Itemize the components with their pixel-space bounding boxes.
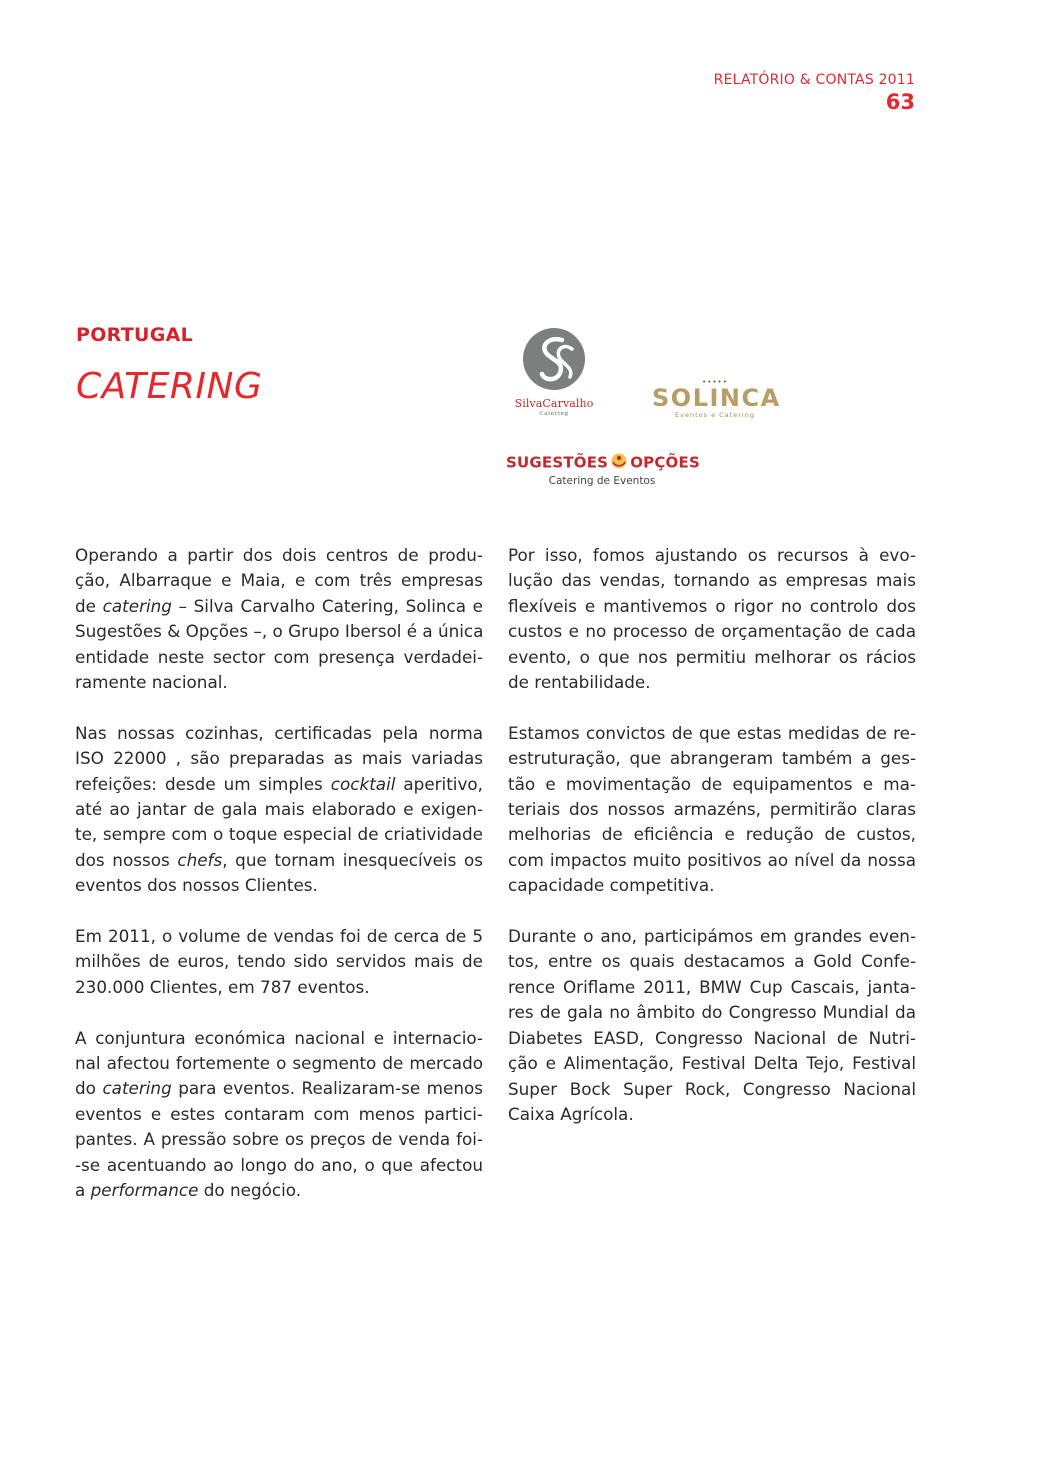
text-line: capacidade competitiva. [508,875,715,896]
sugestoes-opcoes-name [506,452,698,474]
text-line: a performance do negócio. [75,1180,302,1201]
text-line: custos e no processo de orçamentação de cada [508,621,916,642]
right-paragraph-3 [508,924,916,1127]
text-line: eventos dos nossos Clientes. [75,875,318,896]
text-line: milhões de euros, tendo sido servidos mais de [75,951,483,972]
text-line: tão e movimentação de equipamentos e ma- [508,773,916,794]
text-line: de catering – Silva Carvalho Catering, Solinca e [75,595,484,616]
text-line: nal afectou fortemente o segmento de mercado [75,1053,483,1074]
solinca-logo [652,378,781,419]
text-line: refeições: desde um simples cocktail aperitivo, [75,773,483,794]
text-line: Nas nossas cozinhas, certificadas pela norma [75,722,483,743]
text-line: rence Oriflame 2011, BMW Cup Cascais, janta- [508,976,916,997]
silva-carvalho-name: SilvaCarvalho [514,397,594,410]
solinca-tag: Eventos e Catering [675,411,755,419]
section-subtitle: CATERING [76,366,263,407]
text-line: dos nossos chefs, que tornam inesquecíveis os [75,849,483,870]
left-paragraph-3 [75,924,483,1000]
text-line: evento, o que nos permitiu melhorar os rácios [508,646,916,667]
text-line: Diabetes EASD, Congresso Nacional de Nutri- [508,1027,916,1048]
silva-carvalho-tag: Catering [539,411,569,417]
text-line: do catering para eventos. Realizaram-se menos [75,1078,483,1099]
text-line: Sugestões & Opções –, o Grupo Ibersol é a única [75,621,484,642]
text-line: estruturação, que abrangeram também a ges- [508,748,916,769]
silva-carvalho-emblem-icon [522,327,586,391]
left-paragraph-4 [75,1026,483,1204]
text-line: ISO 22000 , são preparadas as mais variadas [75,748,483,769]
text-line: eventos e estes contaram com menos partici- [75,1103,483,1124]
sugestoes-opcoes-logo [506,452,698,487]
text-line: Em 2011, o volume de vendas foi de cerca de 5 [75,926,483,947]
text-line: 230.000 Clientes, em 787 eventos. [75,976,370,997]
text-line: Super Bock Super Rock, Congresso Nacional [508,1078,916,1099]
text-line: A conjuntura económica nacional e internacio- [75,1027,483,1048]
silva-carvalho-logo [504,327,604,417]
right-column [508,543,916,1153]
text-line: res de gala no âmbito do Congresso Mundial da [508,1002,916,1023]
text-line: Operando a partir dos dois centros de produ- [75,545,483,565]
text-line: teriais dos nossos armazéns, permitirão claras [508,799,916,820]
text-line: ramente nacional. [75,672,228,693]
text-line: com impactos muito positivos ao nível da nossa [508,849,916,870]
text-line: Caixa Agrícola. [508,1103,634,1124]
right-paragraph-1 [508,543,916,695]
report-label: RELATÓRIO & CONTAS 2011 [713,72,915,88]
text-line: lução das vendas, tornando as empresas mais [508,570,916,591]
page-header [714,72,915,114]
text-line: melhorias de eficiência e redução de custos, [508,824,916,845]
text-line: pantes. A pressão sobre os preços de venda foi- [75,1129,483,1150]
text-line: -se acentuando ao longo do ano, o que afectou [75,1154,483,1175]
solinca-dots: ••••• [702,378,728,386]
text-line: de rentabilidade. [508,672,651,693]
sugestoes-word: SUGESTÕES [506,453,609,472]
text-line: ção, Albarraque e Maia, e com três empresas [75,570,483,591]
text-line: flexíveis e mantivemos o rigor no controlo dos [508,595,916,616]
text-line: Por isso, fomos ajustando os recursos à evo- [508,545,916,565]
right-paragraph-2 [508,721,916,899]
text-line: Durante o ano, participámos em grandes even- [508,926,916,947]
text-line: até ao jantar de gala mais elaborado e exigen- [75,799,483,820]
left-column [75,543,483,1229]
page-number: 63 [885,90,915,114]
chef-hat-icon [609,452,629,474]
text-line: te, sempre com o toque especial de criatividade [75,824,483,845]
left-paragraph-1 [75,543,483,695]
solinca-name: SOLINCA [652,384,781,412]
opcoes-word: OPÇÕES [630,453,700,472]
left-paragraph-2 [75,721,483,899]
text-line: tos, entre os quais destacamos a Gold Confe- [508,951,916,972]
sugestoes-opcoes-tag: Catering de Eventos [548,475,656,487]
text-line: Estamos convictos de que estas medidas de re- [508,722,916,743]
text-line: ção e Alimentação, Festival Delta Tejo, Festival [508,1053,916,1074]
section-title: PORTUGAL [76,324,194,346]
text-line: entidade neste sector com presença verdadei- [75,646,483,667]
